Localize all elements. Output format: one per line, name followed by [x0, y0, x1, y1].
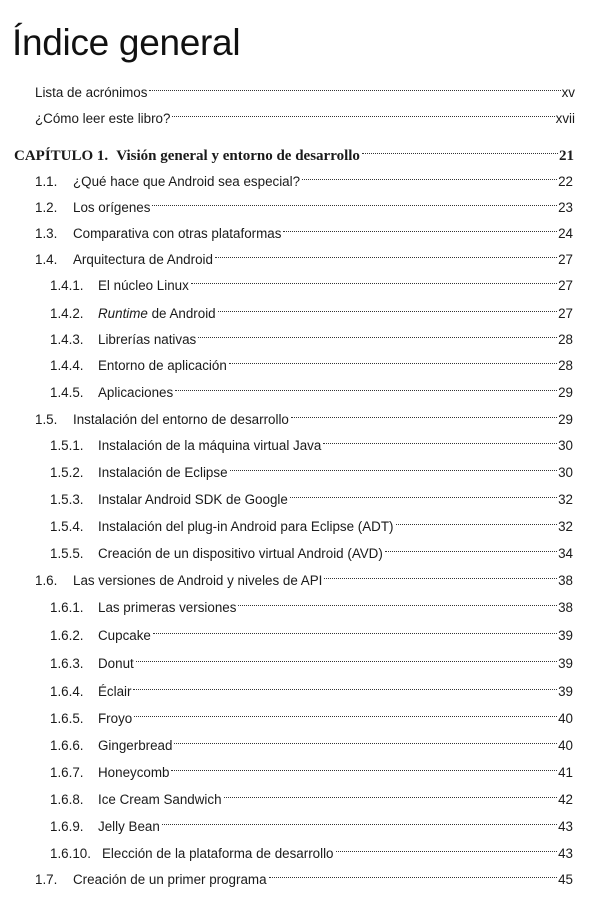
- entry-number: 1.5.1.: [50, 438, 84, 453]
- toc-entry-1-6[interactable]: [35, 563, 573, 588]
- dot-leader: [396, 509, 558, 531]
- dot-leader: [269, 862, 558, 884]
- toc-entry-1-5-1[interactable]: [50, 428, 573, 453]
- dot-leader: [238, 590, 557, 612]
- entry-page: 38: [558, 600, 573, 615]
- entry-page: 45: [558, 872, 573, 887]
- entry-page: 22: [558, 174, 573, 189]
- entry-label: Donut: [98, 656, 134, 671]
- entry-number: 1.6.1.: [50, 600, 84, 615]
- chapter-label: Visión general y entorno de desarrollo: [116, 148, 360, 164]
- dot-leader: [162, 809, 557, 831]
- toc-entry-how-to-read[interactable]: [35, 101, 575, 126]
- toc-entry-1-6-1[interactable]: [50, 590, 573, 615]
- entry-number: 1.4.2.: [50, 306, 84, 321]
- toc-entry-acronyms[interactable]: [35, 75, 575, 100]
- entry-label: Librerías nativas: [98, 332, 197, 347]
- entry-page: 40: [558, 738, 573, 753]
- entry-number: 1.5.3.: [50, 492, 84, 507]
- entry-label: Éclair: [98, 684, 132, 699]
- entry-page: 30: [558, 438, 573, 453]
- toc-entry-1-1[interactable]: [35, 164, 573, 189]
- entry-page: 29: [558, 412, 573, 427]
- toc-entry-1-6-8[interactable]: [50, 782, 573, 807]
- entry-label: Entorno de aplicación: [98, 358, 227, 373]
- entry-page: 38: [558, 573, 573, 588]
- dot-leader: [136, 646, 557, 668]
- dot-leader: [218, 296, 557, 318]
- entry-label-rest: de Android: [147, 306, 216, 321]
- entry-number: 1.6.5.: [50, 711, 84, 726]
- dot-leader: [229, 348, 557, 370]
- entry-number: 1.6.: [35, 573, 58, 588]
- entry-number: 1.1.: [35, 174, 58, 189]
- entry-page: 39: [558, 656, 573, 671]
- entry-page: 29: [558, 385, 573, 400]
- entry-page: 40: [558, 711, 573, 726]
- toc-entry-1-4-3[interactable]: [50, 322, 573, 347]
- entry-page: 21: [559, 148, 574, 164]
- dot-leader: [385, 536, 557, 558]
- entry-number: 1.5.2.: [50, 465, 84, 480]
- entry-label: Arquitectura de Android: [73, 252, 213, 267]
- entry-page: 43: [558, 819, 573, 834]
- entry-page: 41: [558, 765, 573, 780]
- toc-entry-1-6-5[interactable]: [50, 701, 573, 726]
- toc-entry-1-4-4[interactable]: [50, 348, 573, 373]
- entry-number: 1.6.2.: [50, 628, 84, 643]
- dot-leader: [191, 268, 557, 290]
- entry-label: Gingerbread: [98, 738, 173, 753]
- toc-entry-1-6-4[interactable]: [50, 674, 573, 699]
- toc-entry-1-5-4[interactable]: [50, 509, 573, 534]
- entry-number: 1.4.4.: [50, 358, 84, 373]
- dot-leader: [324, 563, 557, 585]
- dot-leader: [152, 190, 557, 212]
- entry-number: 1.5.: [35, 412, 58, 427]
- dot-leader: [336, 836, 558, 858]
- dot-leader: [362, 138, 558, 160]
- entry-number: 1.4.1.: [50, 278, 84, 293]
- entry-number: 1.5.5.: [50, 546, 84, 561]
- entry-label: Creación de un primer programa: [73, 872, 267, 887]
- dot-leader: [172, 101, 554, 123]
- entry-label: ¿Qué hace que Android sea especial?: [73, 174, 301, 189]
- entry-number: 1.4.5.: [50, 385, 84, 400]
- entry-page: 23: [558, 200, 573, 215]
- toc-entry-1-6-2[interactable]: [50, 618, 573, 643]
- entry-number: 1.6.10.: [50, 846, 91, 861]
- toc-entry-1-4-1[interactable]: [50, 268, 573, 293]
- entry-label: Aplicaciones: [98, 385, 174, 400]
- entry-page: 39: [558, 628, 573, 643]
- entry-page: 42: [558, 792, 573, 807]
- dot-leader: [174, 728, 557, 750]
- entry-label: El núcleo Linux: [98, 278, 189, 293]
- toc-entry-1-6-9[interactable]: [50, 809, 573, 834]
- entry-number: 1.3.: [35, 226, 58, 241]
- entry-number: 1.6.6.: [50, 738, 84, 753]
- entry-page: 43: [558, 846, 573, 861]
- entry-number: 1.6.7.: [50, 765, 84, 780]
- entry-label: Los orígenes: [73, 200, 151, 215]
- entry-label: Instalar Android SDK de Google: [98, 492, 288, 507]
- entry-page: 28: [558, 358, 573, 373]
- chapter-number: CAPÍTULO 1.: [14, 148, 109, 164]
- toc-entry-1-4-2[interactable]: [50, 296, 573, 321]
- entry-page: 34: [558, 546, 573, 561]
- entry-label: Instalación del entorno de desarrollo: [73, 412, 289, 427]
- toc-entry-1-5-2[interactable]: [50, 455, 573, 480]
- entry-label: Comparativa con otras plataformas: [73, 226, 282, 241]
- entry-page: 30: [558, 465, 573, 480]
- entry-label: Lista de acrónimos: [35, 85, 148, 100]
- dot-leader: [283, 216, 557, 238]
- entry-label-italic: Runtime: [98, 306, 148, 321]
- entry-number: 1.6.4.: [50, 684, 84, 699]
- toc-entry-1-5-5[interactable]: [50, 536, 573, 561]
- dot-leader: [149, 75, 560, 97]
- entry-page: xvii: [555, 111, 575, 126]
- entry-number: 1.6.8.: [50, 792, 84, 807]
- toc-entry-1-3[interactable]: [35, 216, 573, 241]
- entry-number: 1.4.: [35, 252, 58, 267]
- entry-page: 24: [558, 226, 573, 241]
- toc-entry-chapter-1[interactable]: [14, 138, 574, 164]
- entry-label: Elección de la plataforma de desarrollo: [102, 846, 334, 861]
- dot-leader: [133, 674, 557, 696]
- dot-leader: [175, 375, 557, 397]
- toc-entry-1-4[interactable]: [35, 242, 573, 267]
- entry-page: 39: [558, 684, 573, 699]
- dot-leader: [171, 755, 557, 777]
- entry-number: 1.2.: [35, 200, 58, 215]
- page-title: Índice general: [12, 22, 241, 63]
- entry-label: Instalación de la máquina virtual Java: [98, 438, 322, 453]
- dot-leader: [215, 242, 557, 264]
- entry-number: 1.6.9.: [50, 819, 84, 834]
- entry-page: 27: [558, 252, 573, 267]
- dot-leader: [198, 322, 557, 344]
- toc-entry-1-6-3[interactable]: [50, 646, 573, 671]
- entry-page: 32: [558, 492, 573, 507]
- toc-entry-1-5[interactable]: [35, 402, 573, 427]
- dot-leader: [290, 482, 557, 504]
- entry-label: Las primeras versiones: [98, 600, 237, 615]
- toc-entry-1-2[interactable]: [35, 190, 573, 215]
- dot-leader: [323, 428, 557, 450]
- entry-label: Cupcake: [98, 628, 151, 643]
- entry-label: Instalación del plug-in Android para Eclipse (ADT): [98, 519, 394, 534]
- entry-label: Froyo: [98, 711, 133, 726]
- entry-page: 27: [558, 278, 573, 293]
- entry-label: ¿Cómo leer este libro?: [35, 111, 171, 126]
- entry-label: Ice Cream Sandwich: [98, 792, 222, 807]
- entry-number: 1.6.3.: [50, 656, 84, 671]
- dot-leader: [134, 701, 557, 723]
- toc-entry-1-6-7[interactable]: [50, 755, 573, 780]
- dot-leader: [230, 455, 558, 477]
- entry-page: 28: [558, 332, 573, 347]
- toc-entry-1-6-6[interactable]: [50, 728, 573, 753]
- dot-leader: [302, 164, 557, 186]
- entry-label: Creación de un dispositivo virtual Android (AVD): [98, 546, 383, 561]
- dot-leader: [291, 402, 557, 424]
- entry-label: Jelly Bean: [98, 819, 160, 834]
- entry-number: 1.7.: [35, 872, 58, 887]
- entry-page: 32: [558, 519, 573, 534]
- toc-entry-1-6-10[interactable]: [50, 836, 573, 861]
- toc-entry-1-4-5[interactable]: [50, 375, 573, 400]
- toc-entry-1-7[interactable]: [35, 862, 573, 887]
- entry-number: 1.5.4.: [50, 519, 84, 534]
- entry-page: 27: [558, 306, 573, 321]
- entry-label: Las versiones de Android y niveles de API: [73, 573, 323, 588]
- dot-leader: [224, 782, 558, 804]
- dot-leader: [153, 618, 557, 640]
- toc-entry-1-5-3[interactable]: [50, 482, 573, 507]
- entry-label: Instalación de Eclipse: [98, 465, 228, 480]
- entry-label: Honeycomb: [98, 765, 170, 780]
- entry-number: 1.4.3.: [50, 332, 84, 347]
- entry-page: xv: [561, 85, 575, 100]
